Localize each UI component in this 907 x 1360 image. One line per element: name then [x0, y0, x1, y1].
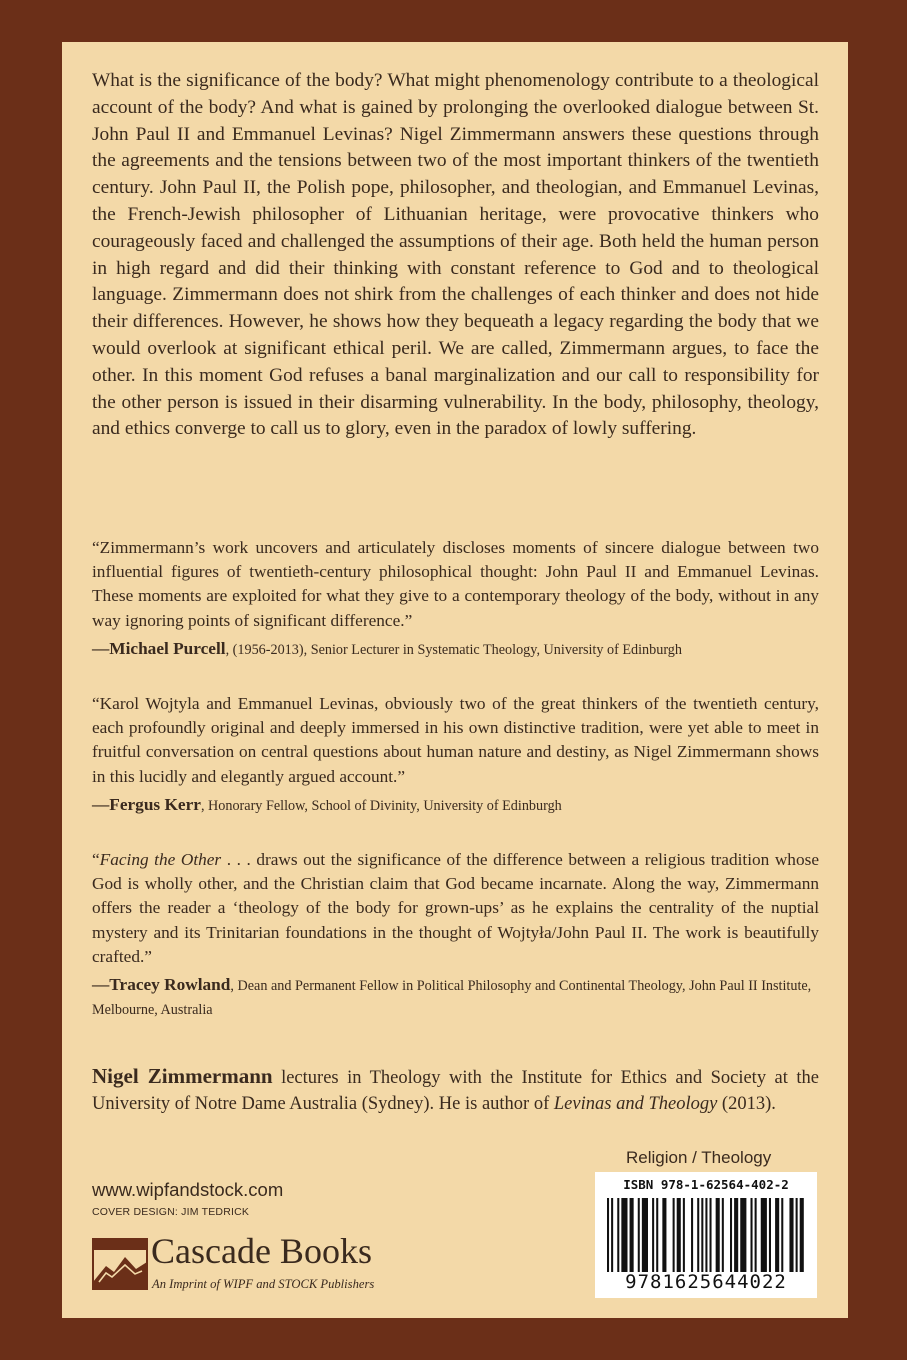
endorsement-quote: “Zimmermann’s work uncovers and articulately discloses moments of sincere dialogue between two influential figures of twentieth-century philosophical thought: John Paul II and Emmanuel Levinas. These moments are exploited for what they give to a contemporary theology of the body, without in any way ignoring points of significant difference.”	[92, 538, 819, 630]
publisher-imprint: An Imprint of WIPF and STOCK Publishers	[152, 1277, 375, 1291]
barcode-bar	[789, 1198, 793, 1272]
category-label: Religion / Theology	[626, 1148, 772, 1167]
barcode-bar	[621, 1198, 627, 1272]
barcode-bar	[652, 1198, 654, 1272]
endorsement-quote	[92, 848, 819, 969]
endorsement-attribution	[92, 973, 819, 1022]
publisher-logo	[92, 1231, 375, 1295]
barcode-bar	[673, 1198, 675, 1272]
author-bio	[92, 1064, 819, 1117]
barcode-bar	[683, 1198, 685, 1272]
endorsement-2	[92, 692, 819, 818]
barcode-bar	[751, 1198, 753, 1272]
barcode-bar	[775, 1198, 779, 1272]
endorsement-1	[92, 536, 819, 662]
author-name: Nigel Zimmermann	[92, 1064, 273, 1088]
barcode-bars	[605, 1198, 807, 1272]
barcode-bar	[701, 1198, 703, 1272]
barcode-number: 9781625644022	[625, 1271, 787, 1293]
quote-text: . . . draws out the significance of the difference between a religious tradition whose God is wholly other, and the Christian claim that God became incarnate. Along the way, Zimmermann offers the reader a ‘theology of the body for grown-ups’ as he explains the centrality of the nuptial mystery and its Trinitarian foundations in the thought of Wojtyła/John Paul II. The work is beautifully crafted.”	[92, 850, 819, 966]
barcode-bar	[611, 1198, 613, 1272]
publisher-name: Cascade Books	[151, 1231, 372, 1271]
quote-open-mark: “	[92, 850, 100, 869]
bio-book-title: Levinas and Theology	[553, 1093, 718, 1114]
barcode-bar	[755, 1198, 757, 1272]
endorsement-attribution	[92, 793, 819, 818]
publisher-website[interactable]: www.wipfandstock.com	[92, 1179, 284, 1200]
barcode-bar	[705, 1198, 707, 1272]
barcode-bar	[722, 1198, 724, 1272]
endorser-name: —Fergus Kerr	[92, 794, 201, 814]
endorser-credential: , Dean and Permanent Fellow in Political Philosophy and Continental Theology, John Paul II Institute, Melbourne, Australia	[92, 978, 812, 1019]
barcode-bar	[781, 1198, 783, 1272]
isbn-label: ISBN 978-1-62564-402-2	[623, 1177, 789, 1192]
barcode-bar	[734, 1198, 738, 1272]
barcode-bar	[769, 1198, 771, 1272]
endorsement-attribution	[92, 637, 819, 662]
endorser-credential: , (1956-2013), Senior Lecturer in Systematic Theology, University of Edinburgh	[225, 641, 682, 658]
barcode-bar	[716, 1198, 720, 1272]
barcode-bar	[796, 1198, 798, 1272]
isbn-barcode	[595, 1172, 817, 1298]
barcode-bar	[607, 1198, 609, 1272]
barcode-bar	[761, 1198, 767, 1272]
barcode-bar	[630, 1198, 634, 1272]
barcode-bar	[697, 1198, 699, 1272]
endorser-name: —Michael Purcell	[92, 638, 226, 658]
barcode-bar	[617, 1198, 619, 1272]
barcode-bar	[800, 1198, 804, 1272]
endorsement-quote: “Karol Wojtyla and Emmanuel Levinas, obviously two of the great thinkers of the twentieth century, each profoundly original and deeply immersed in his own distinctive tradition, were yet able to meet in fruitful conversation on central questions about human nature and destiny, as Nigel Zimmermann shows in this lucidly and elegantly argued account.”	[92, 694, 819, 786]
mountain-logo-icon	[92, 1238, 148, 1290]
back-cover-panel	[62, 42, 848, 1318]
book-title: Facing the Other	[99, 850, 222, 869]
barcode-bar	[638, 1198, 640, 1272]
endorser-name: —Tracey Rowland	[92, 975, 231, 995]
barcode-bar	[656, 1198, 658, 1272]
barcode-bar	[730, 1198, 732, 1272]
barcode-bar	[677, 1198, 681, 1272]
bio-year: (2013).	[717, 1093, 776, 1114]
barcode-bar	[642, 1198, 648, 1272]
endorsement-3	[92, 848, 819, 1022]
blurb-paragraph: What is the significance of the body? What might phenomenology contribute to a theological account of the body? And what is gained by prolonging the overlooked dialogue between St. John Paul II and Emmanuel Levinas? Nigel Zimmermann answers these questions through the agreements and the tensions between two of the most important thinkers of the twentieth century. John Paul II, the Polish pope, philosopher, and theologian, and Emmanuel Levinas, the French-Jewish philosopher of Lithuanian heritage, were provocative thinkers who courageously faced and challenged the assumptions of their age. Both held the human person in high regard and did their thinking with constant reference to God and to theological language. Zimmermann does not shirk from the challenges of each thinker and does not hide their differences. However, he shows how they bequeath a legacy regarding the body that we would overlook at significant ethical peril. We are called, Zimmermann argues, to face the other. In this moment God refuses a banal marginalization and our call to responsibility for the other person is issued in their disarming vulnerability. In the body, philosophy, theology, and ethics converge to call us to glory, even in the paradox of lowly suffering.	[92, 70, 819, 440]
barcode-bar	[691, 1198, 693, 1272]
barcode-bar	[710, 1198, 712, 1272]
endorser-credential: , Honorary Fellow, School of Divinity, University of Edinburgh	[200, 797, 562, 814]
barcode-bar	[740, 1198, 746, 1272]
barcode-bar	[662, 1198, 666, 1272]
bio-text: lectures in Theology with the Institute for Ethics and Society at the University of Notre Dame Australia (Sydney). He is author of	[92, 1068, 819, 1114]
cover-design-credit: COVER DESIGN: JIM TEDRICK	[92, 1206, 250, 1218]
